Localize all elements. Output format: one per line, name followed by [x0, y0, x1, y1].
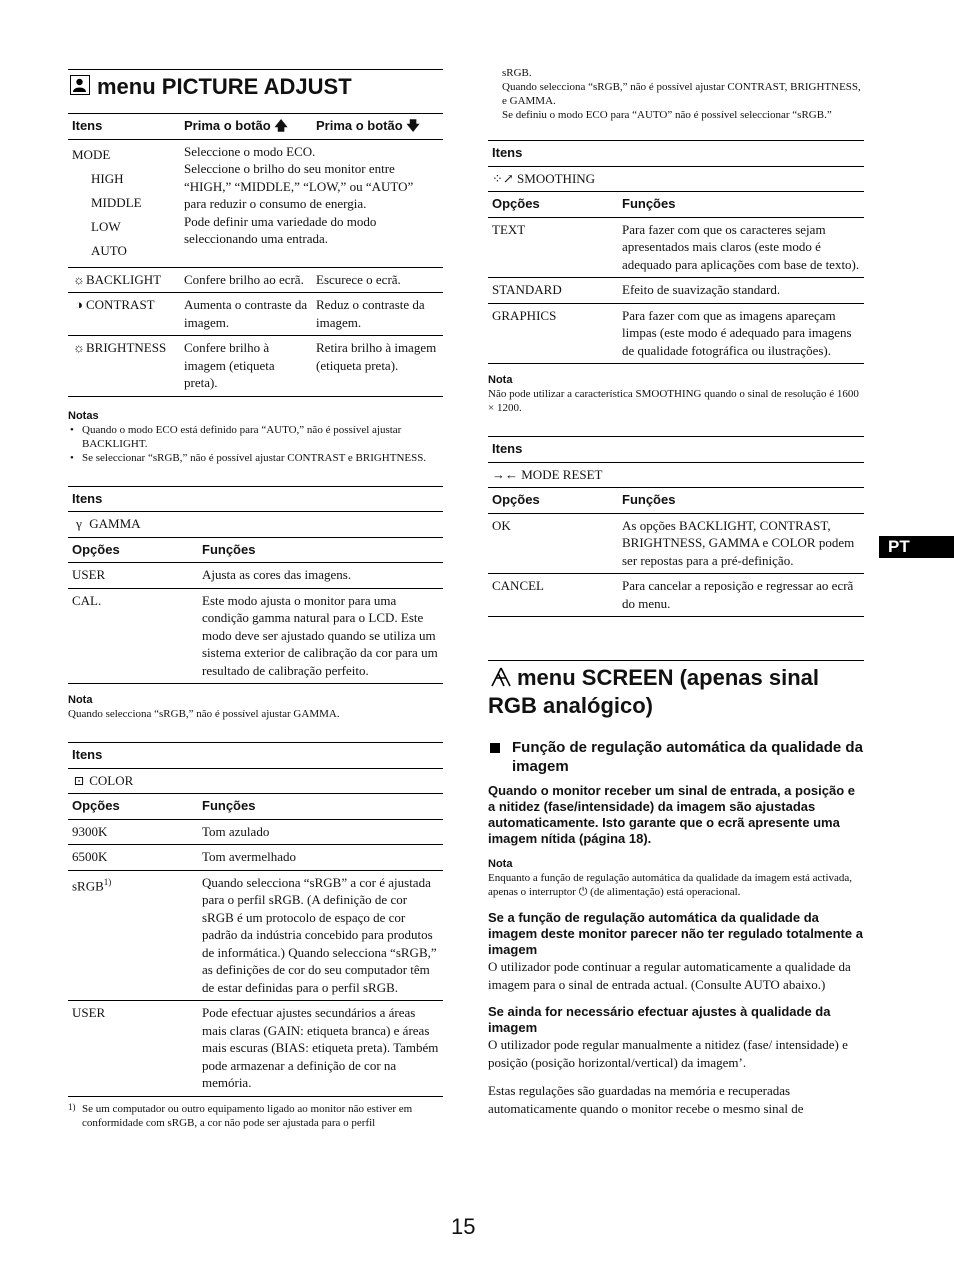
table-row: USER Pode efectuar ajustes secundários a áreas mais claras (GAIN: etiqueta branca) e áreas mais escuras (BIAS: etiqueta preta). Também pode armazenar a definição de cor na memória.: [72, 1005, 439, 1090]
mode-desc-3: Pode definir uma variedade do modo seleccionando uma entrada.: [184, 213, 377, 246]
table-row: GRAPHICS Para fazer com que as imagens apareçam limpas (este modo é adequado para imagens de qualidade fotográfica ou ilustrações).: [492, 307, 852, 358]
picture-adjust-title: menu PICTURE ADJUST: [97, 74, 352, 99]
table-row: 9300K Tom azulado: [68, 819, 443, 845]
arrow-up-icon: 🡅: [274, 118, 288, 133]
mode-high: HIGH: [91, 170, 124, 186]
paragraph: Estas regulações são guardadas na memória e recuperadas automaticamente quando o monitor recebe o mesmo sinal de: [488, 1083, 804, 1116]
auto-adjust-subheading: Função de regulação automática da qualidade da imagem: [488, 738, 864, 776]
mode-label: MODE: [72, 146, 111, 162]
brightness-icon: ☼: [73, 340, 85, 355]
auto-adjust-note: Nota Enquanto a função de regulação automática da qualidade da imagem está activada, apenas o interruptor ⏻ (de alimentação) está operacional.: [488, 858, 853, 898]
mode-reset-icon: →←: [492, 466, 518, 482]
gamma-note: Nota Quando selecciona “sRGB,” não é possível ajustar GAMMA.: [68, 694, 340, 720]
screen-menu-heading: menu SCREEN (apenas sinal RGB analógico): [488, 660, 864, 720]
notes-block: [68, 409, 443, 465]
table-row: 6500K Tom avermelhado: [68, 845, 443, 871]
backlight-icon: ☼: [73, 271, 85, 287]
mode-middle: MIDDLE: [91, 194, 142, 210]
subsection-heading: Se ainda for necessário efectuar ajustes à qualidade da imagem: [488, 1004, 831, 1035]
table-row: OK As opções BACKLIGHT, CONTRAST, BRIGHTNESS, GAMMA e COLOR podem ser repostas para a pré-definição.: [488, 513, 864, 574]
note-item: • Quando o modo ECO está definido para “AUTO,” não é possível ajustar BACKLIGHT.: [68, 423, 443, 451]
mode-low: LOW: [91, 218, 121, 234]
contrast-icon: ◑: [75, 297, 83, 312]
table-row: TEXT Para fazer com que os caracteres sejam apresentados mais claros (este modo é adequado para aplicações com base de texto).: [488, 217, 864, 278]
paragraph: O utilizador pode regular manualmente a nitidez (fase/ intensidade) e posição (posição horizontal/vertical) da imagem’.: [488, 1037, 848, 1070]
mode-reset-table: Itens →← MODE RESET Opções Funções OK As opções BACKLIGHT, CONTRAST, BRIGHTNESS, GAMMA e COLOR podem ser repostas para a pré-definição. CANCEL Para cancelar a reposição e regressar ao ecrã do menu.: [488, 436, 864, 617]
arrow-down-icon: 🡇: [406, 118, 420, 133]
table-row: sRGB$^{1)}$ Quando selecciona “sRGB” a cor é ajustada para o perfil sRGB. (A definição de cor sRGB é um protocolo de espaço de cor padrão da indústria concebido para produtos de informática.) Quando selecciona “sRGB,” as definições de cor do seu computador têm de estar definidas para o perfil sRGB.: [68, 870, 443, 1001]
down-button-header: Prima o botão 🡇: [312, 114, 443, 140]
picture-adjust-table: [68, 113, 443, 397]
power-icon: ⏻: [578, 886, 588, 898]
backlight-row: ☼BACKLIGHT Confere brilho ao ecrã. Escurece o ecrã.: [68, 267, 443, 293]
mode-desc-2: Seleccione o brilho do seu monitor entre “HIGH,” “MIDDLE,” “LOW,” ou “AUTO” para reduzir o consumo de energia.: [184, 161, 414, 211]
picture-adjust-icon: [70, 75, 90, 95]
items-header: Itens: [68, 114, 180, 140]
table-row: STANDARD Efeito de suavização standard.: [488, 278, 864, 304]
page-number: 15: [451, 1214, 476, 1239]
right-column: [488, 66, 864, 1117]
note-item: • Se seleccionar “sRGB,” não é possível ajustar CONTRAST e BRIGHTNESS.: [68, 451, 443, 465]
gamma-icon: γ: [76, 516, 82, 531]
color-table: Itens ⊡ COLOR Opções Funções 9300K Tom azulado 6500K Tom avermelhado sRGB$^{1)}$ Quando selecciona “sRGB” a cor é ajustada para o perfil sRGB. (A definição de cor sRGB é um protocolo de espaço de cor padrão da indústria concebido para produtos de informática.) Quando selecciona “sRGB,” as definições de cor do seu computador têm de estar definidas para o perfil sRGB. USER Pode efectuar ajustes secundários a áreas mais claras (GAIN: etiqueta branca) e áreas mais escuras (BIAS: etiqueta preta). Também pode armazenar a definição de cor na memória.: [68, 742, 443, 1097]
table-row: CAL. Este modo ajusta o monitor para uma condição gamma natural para o LCD. Este modo deve ser ajustado quando se utiliza um sistema exterior de calibração da cor para um resultado de calibração perfeito.: [72, 592, 438, 678]
up-button-header: Prima o botão 🡅: [180, 114, 312, 140]
brightness-row: ☼BRIGHTNESS Confere brilho à imagem (etiqueta preta). Retira brilho à imagem (etiqueta preta).: [73, 340, 437, 390]
contrast-row: ◑ CONTRAST Aumenta o contraste da imagem. Reduz o contraste da imagem.: [68, 293, 443, 336]
gamma-table: Itens γ GAMMA Opções Funções USER Ajusta as cores das imagens. CAL. Este modo ajusta o monitor para uma condição gamma natural para o LCD. Este modo deve ser ajustado quando se utiliza um sistema exterior de calibração da cor para um resultado de calibração perfeito.: [68, 486, 443, 685]
mode-auto: AUTO: [91, 242, 127, 258]
bullet-square-icon: [490, 743, 500, 753]
paragraph: O utilizador pode continuar a regular automaticamente a qualidade da imagem para o sinal de entrada actual. (Consulte AUTO abaixo.): [488, 959, 851, 992]
smoothing-table: Itens ⁘↗ SMOOTHING Opções Funções TEXT Para fazer com que os caracteres sejam apresentados mais claros (este modo é adequado para aplicações com base de texto). STANDARD Efeito de suavização standard. GRAPHICS Para fazer com que as imagens apareçam limpas (este modo é adequado para imagens de qualidade fotográfica ou ilustrações).: [488, 140, 864, 364]
mode-row: [68, 139, 443, 267]
smoothing-icon: ⁘↗: [492, 170, 514, 186]
notes-heading: Notas: [68, 409, 99, 422]
smoothing-note: Nota Não pode utilizar a característica SMOOTHING quando o sinal de resolução é 1600 × 1200.: [488, 374, 859, 414]
left-column: [68, 69, 443, 1130]
language-tab: PT: [879, 536, 954, 558]
table-row: CANCEL Para cancelar a reposição e regressar ao ecrã do menu.: [492, 578, 854, 611]
table-row: USER Ajusta as cores das imagens.: [68, 563, 443, 589]
auto-adjust-intro: Quando o monitor receber um sinal de entrada, a posição e a nitidez (fase/intensidade) da imagem são ajustadas automaticamente. Isto garante que o ecrã apresente uma imagem nítida (página 18).: [488, 783, 855, 846]
footnote-continued: sRGB. Quando selecciona “sRGB,” não é possível ajustar CONTRAST, BRIGHTNESS, e GAMMA. Se definiu o modo ECO para “AUTO” não é possível seleccionar “sRGB.”: [502, 67, 861, 121]
subsection-heading: Se a função de regulação automática da qualidade da imagem deste monitor parecer não ter regulado totalmente a imagem: [488, 910, 863, 957]
screen-menu-icon: [490, 666, 510, 686]
mode-desc-1: Seleccione o modo ECO.: [184, 143, 316, 159]
picture-adjust-heading: [68, 69, 443, 101]
color-icon: ⊡: [73, 772, 85, 788]
footnote: 1) Se um computador ou outro equipamento ligado ao monitor não estiver em conformidade com sRGB, a cor não pode ser ajustada para o perfil: [68, 1101, 413, 1129]
